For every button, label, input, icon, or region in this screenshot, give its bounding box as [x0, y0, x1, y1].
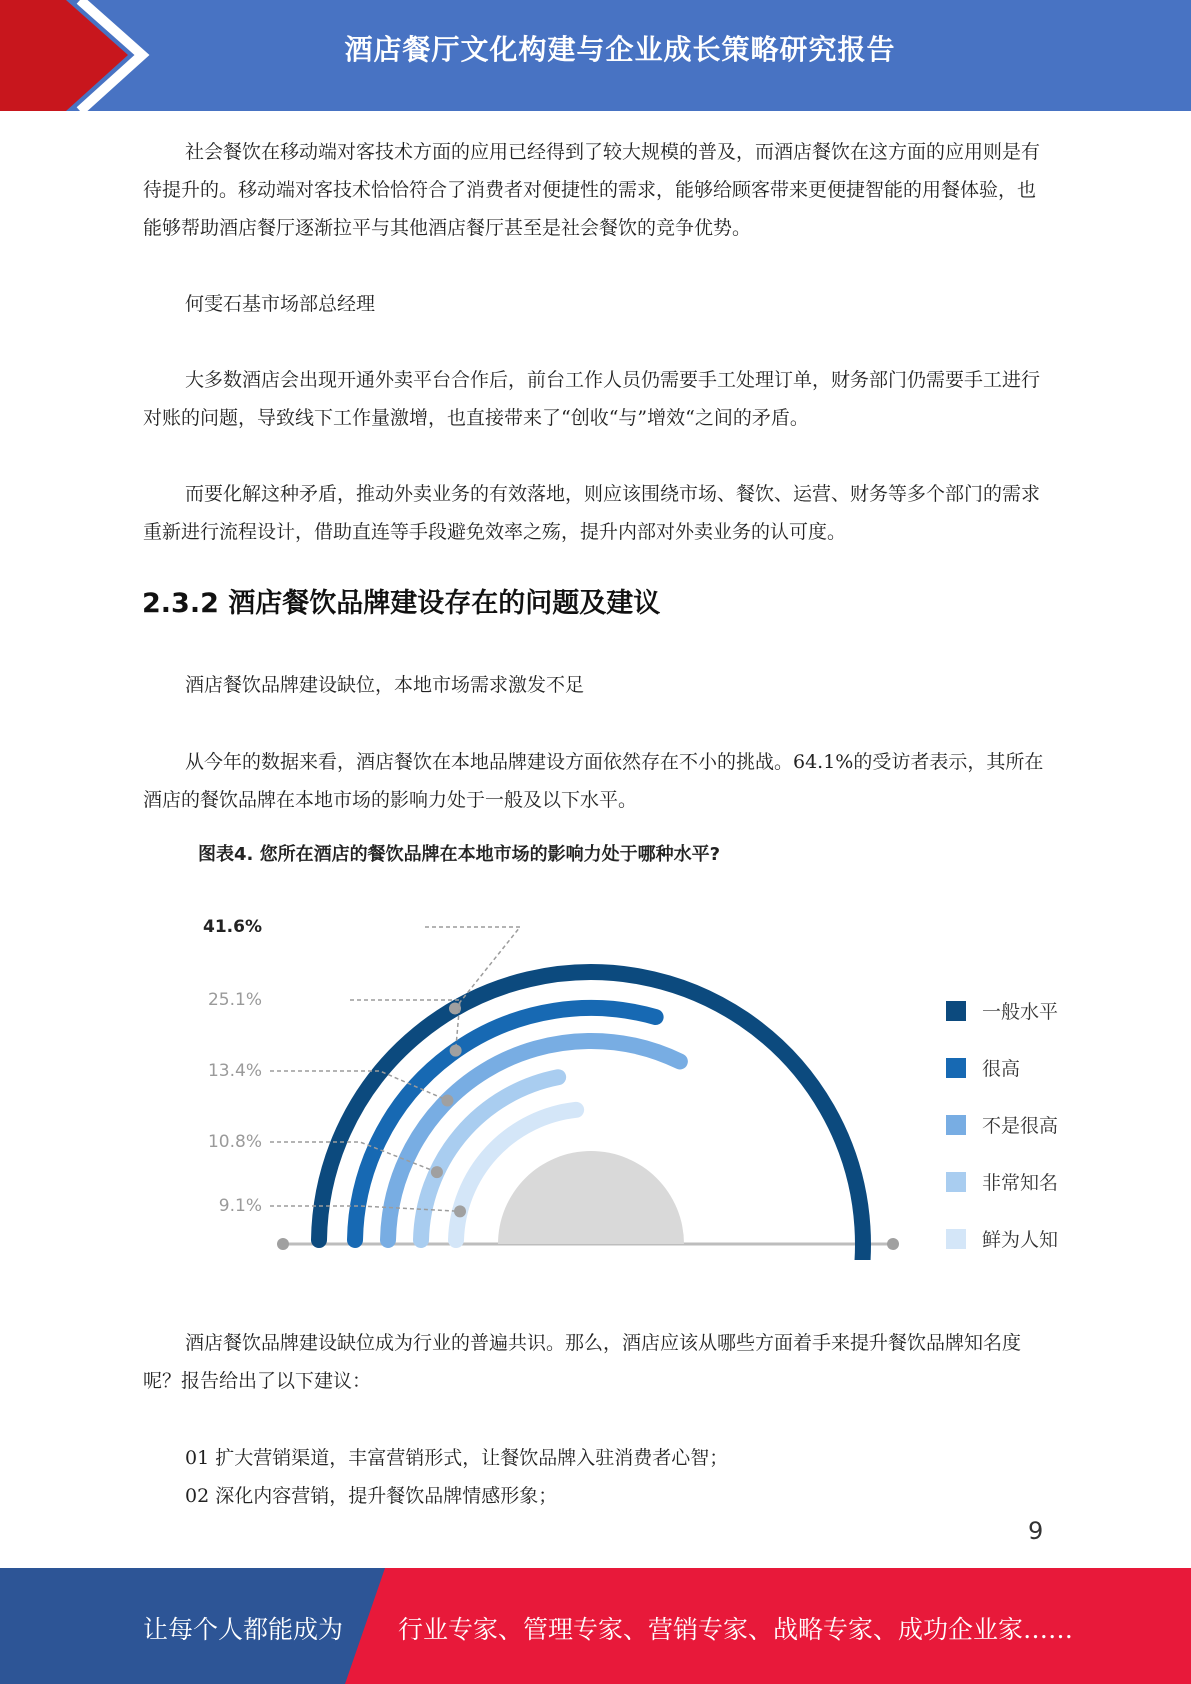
section-heading: 2.3.2 酒店餐饮品牌建设存在的问题及建议: [142, 588, 661, 619]
value-label-5: 9.1%: [218, 1196, 262, 1216]
legend-label-5: 鲜为人知: [982, 1229, 1059, 1251]
leader-dot-3: [441, 1094, 453, 1106]
leader-dot-5: [454, 1205, 466, 1217]
footer-slogan-left: 让每个人都能成为: [143, 1615, 344, 1644]
report-title: 酒店餐厅文化构建与企业成长策略研究报告: [344, 33, 896, 66]
legend-label-4: 非常知名: [982, 1172, 1059, 1194]
legend-swatch-1: [946, 1001, 966, 1021]
paragraph-takeaway-solution: 而要化解这种矛盾，推动外卖业务的有效落地，则应该围绕市场、餐饮、运营、财务等多个部门的需求重新进行流程设计，借助直连等手段避免效率之殇，提升内部对外卖业务的认可度。: [143, 483, 1041, 543]
paragraph-speaker: 何雯石基市场部总经理: [185, 293, 376, 315]
legend-label-1: 一般水平: [982, 1001, 1059, 1023]
legend-swatch-3: [946, 1115, 966, 1135]
value-label-1: 41.6%: [203, 917, 262, 937]
paragraph-takeaway-problem: 大多数酒店会出现开通外卖平台合作后，前台工作人员仍需要手工处理订单，财务部门仍需要手工进行对账的问题，导致线下工作量激增，也直接带来了“创收“与”增效“之间的矛盾。: [143, 369, 1041, 429]
paragraph-consensus: 酒店餐饮品牌建设缺位成为行业的普遍共识。那么，酒店应该从哪些方面着手来提升餐饮品牌知名度呢？报告给出了以下建议：: [143, 1332, 1022, 1392]
baseline-right-dot: [887, 1238, 899, 1250]
header-red-arrow: [0, 0, 150, 111]
legend-swatch-5: [946, 1229, 966, 1249]
leader-dot-2: [450, 1045, 462, 1057]
leader-dot-4: [431, 1166, 443, 1178]
value-label-3: 13.4%: [207, 1061, 262, 1081]
legend-label-2: 很高: [982, 1058, 1021, 1080]
footer-slogan-right: 行业专家、管理专家、营销专家、战略专家、成功企业家……: [398, 1615, 1074, 1644]
legend-swatch-2: [946, 1058, 966, 1078]
legend-label-3: 不是很高: [982, 1115, 1059, 1137]
page-header: [0, 0, 1191, 111]
value-label-4: 10.8%: [207, 1132, 262, 1152]
value-label-2: 25.1%: [207, 990, 262, 1010]
radial-bar-chart: [180, 880, 1100, 1260]
legend-swatch-4: [946, 1172, 966, 1192]
list-item-1: 01 扩大营销渠道，丰富营销形式，让餐饮品牌入驻消费者心智；: [185, 1447, 729, 1469]
chart-center-disc: [498, 1151, 684, 1244]
list-item-2: 02 深化内容营销，提升餐饮品牌情感形象；: [185, 1485, 558, 1507]
paragraph-mobile-tech: 社会餐饮在移动端对客技术方面的应用已经得到了较大规模的普及，而酒店餐饮在这方面的应用则是有待提升的。移动端对客技术恰恰符合了消费者对便捷性的需求，能够给顾客带来更便捷智能的用餐体验，也能够帮助酒店餐厅逐渐拉平与其他酒店餐厅甚至是社会餐饮的竞争优势。: [143, 141, 1041, 239]
paragraph-survey-data: 从今年的数据来看，酒店餐饮在本地品牌建设方面依然存在不小的挑战。64.1%的受访者表示，其所在酒店的餐饮品牌在本地市场的影响力处于一般及以下水平。: [143, 751, 1044, 811]
page-number: 9: [1028, 1517, 1044, 1545]
chart-title: 图表4. 您所在酒店的餐饮品牌在本地市场的影响力处于哪种水平?: [198, 844, 721, 865]
baseline-left-dot: [277, 1238, 289, 1250]
paragraph-brand-gap: 酒店餐饮品牌建设缺位，本地市场需求激发不足: [185, 674, 585, 696]
